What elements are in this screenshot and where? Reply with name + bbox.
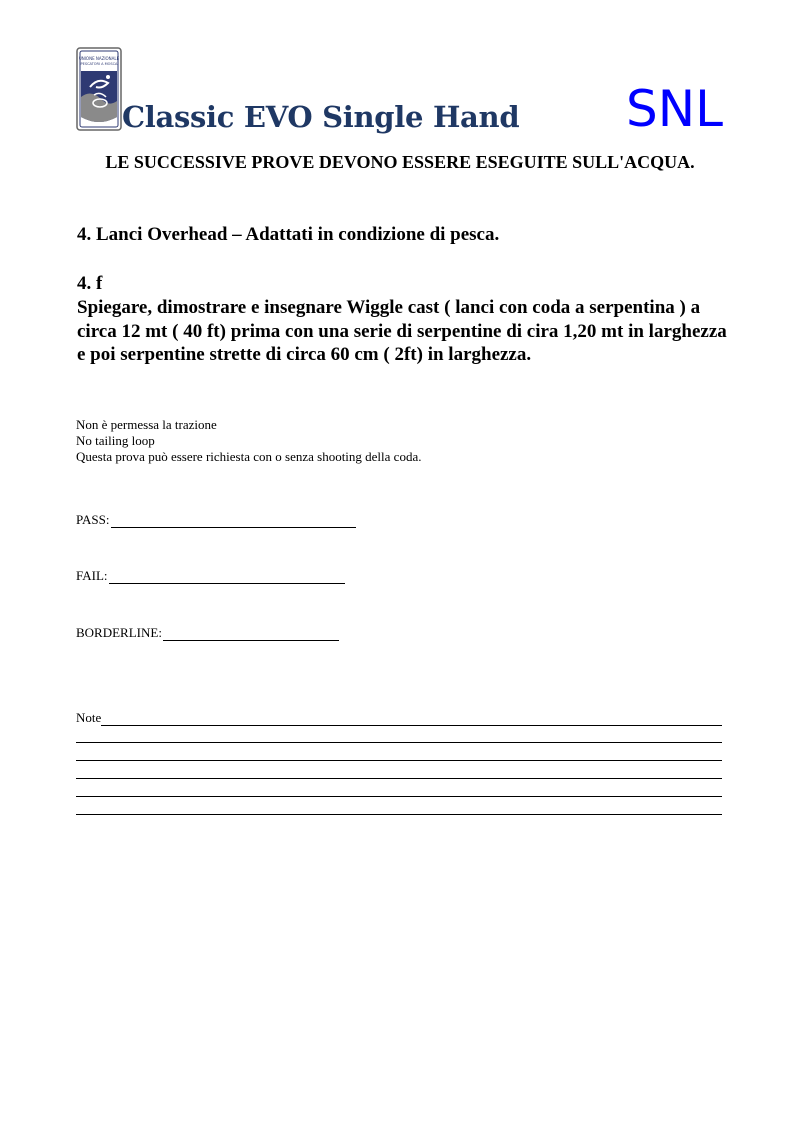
note-field (76, 710, 722, 726)
pass-field (76, 512, 356, 528)
note-line[interactable] (76, 814, 722, 815)
logo-text-line-2: PESCATORI A MOSCA (80, 62, 118, 66)
rules-list (76, 417, 421, 465)
section-heading: 4. Lanci Overhead – Adattati in condizione di pesca. (77, 224, 500, 245)
rule-item: Non è permessa la trazione (76, 417, 217, 432)
unpm-logo (76, 47, 122, 131)
note-line[interactable] (76, 778, 722, 779)
fail-field (76, 568, 345, 584)
rule-item: No tailing loop (76, 433, 155, 448)
subtitle: LE SUCCESSIVE PROVE DEVONO ESSERE ESEGUITE SULL'ACQUA. (105, 152, 695, 172)
document-title: Classic EVO Single Hand (122, 100, 520, 134)
exercise-description: Spiegare, dimostrare e insegnare Wiggle cast ( lanci con coda a serpentina ) a circa 12 mt ( 40 ft) prima con una serie di serpentine di cira 1,20 mt in larghezza e poi serpentine strette di circa 60 cm ( 2ft) in larghezza. (77, 297, 727, 365)
snl-badge: SNL (626, 80, 723, 138)
fail-label: FAIL: (76, 568, 108, 583)
fail-input-line[interactable] (109, 571, 345, 584)
borderline-input-line[interactable] (163, 628, 339, 641)
note-input-line[interactable] (101, 713, 722, 726)
note-line[interactable] (76, 742, 722, 743)
exercise-code: 4. f (77, 273, 103, 294)
note-line[interactable] (76, 796, 722, 797)
logo-text-line-1: UNIONE NAZIONALE (78, 56, 120, 61)
note-line[interactable] (76, 760, 722, 761)
rule-item: Questa prova può essere richiesta con o senza shooting della coda. (76, 449, 422, 464)
pass-label: PASS: (76, 512, 110, 527)
borderline-field (76, 625, 339, 641)
note-label: Note (76, 710, 102, 725)
borderline-label: BORDERLINE: (76, 625, 162, 640)
pass-input-line[interactable] (111, 515, 356, 528)
